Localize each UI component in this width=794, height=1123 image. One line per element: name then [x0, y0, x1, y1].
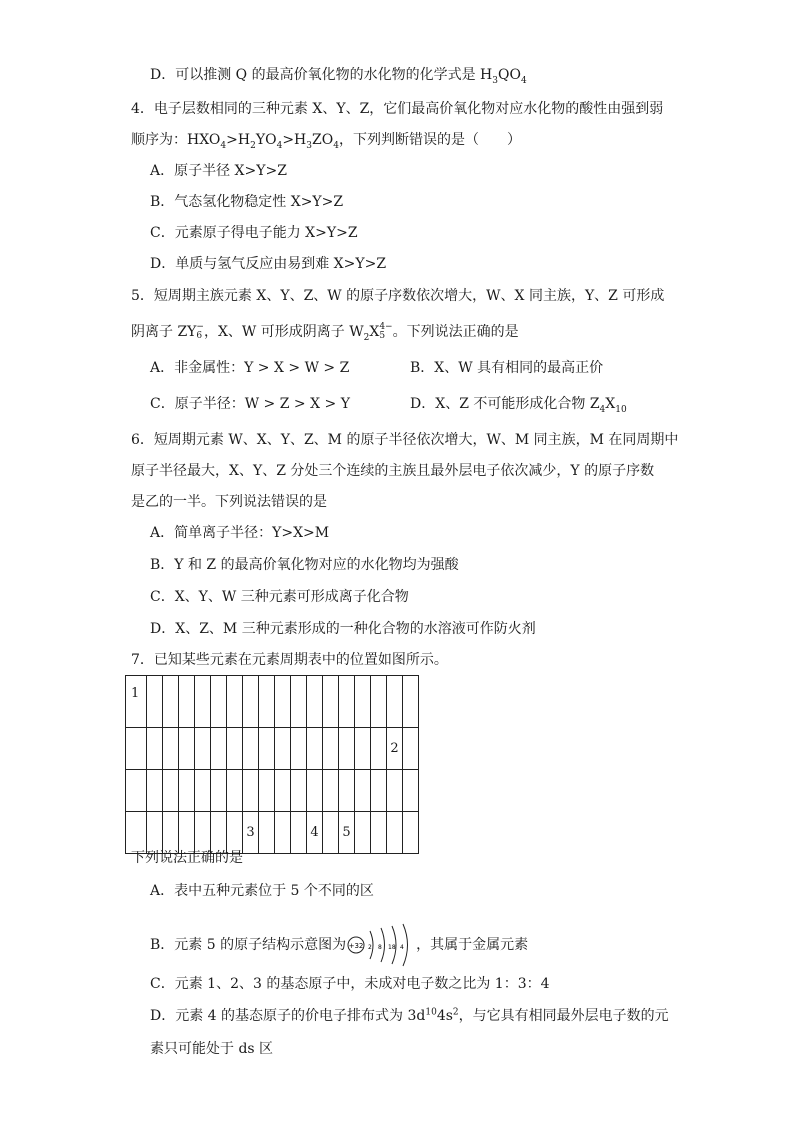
table-cell — [211, 676, 227, 728]
table-cell — [291, 812, 307, 854]
table-cell — [403, 770, 419, 812]
table-cell: 4 — [307, 812, 323, 854]
shell-count: 8 — [378, 944, 382, 951]
subscript: 3 — [306, 140, 312, 151]
table-cell — [275, 812, 291, 854]
q7-option-d-line1 — [150, 1007, 669, 1025]
table-row — [126, 676, 419, 728]
table-cell — [355, 676, 371, 728]
table-cell — [403, 812, 419, 854]
table-cell: 3 — [243, 812, 259, 854]
superscript: 2 — [452, 1007, 459, 1018]
table-cell — [227, 676, 243, 728]
q4-option-d: D．单质与氢气反应由易到难 X>Y>Z — [150, 256, 387, 272]
text: YO — [255, 132, 277, 148]
table-cell — [259, 770, 275, 812]
text: X — [605, 396, 616, 412]
formula-part: QO — [498, 67, 521, 83]
table-cell — [243, 770, 259, 812]
q6-stem-line2: 原子半径最大，X、Y、Z 分处三个连续的主族且最外层电子依次减少，Y 的原子序数 — [131, 463, 655, 479]
table-cell — [195, 676, 211, 728]
table-cell — [211, 812, 227, 854]
table-cell — [355, 728, 371, 770]
superscript: 10 — [425, 1007, 437, 1018]
table-cell — [291, 676, 307, 728]
text: ，下列判断错误的是（ ） — [338, 132, 521, 148]
table-cell — [355, 770, 371, 812]
q5-option-a: A．非金属性：Y > X > W > Z — [150, 360, 350, 376]
text: ，其属于金属元素 — [416, 937, 529, 953]
q5-stem-line2 — [131, 323, 519, 341]
table-cell — [259, 728, 275, 770]
text: X — [369, 324, 380, 340]
table-cell — [126, 812, 147, 854]
q6-stem-line1: 6．短周期元素 W、X、Y、Z、M 的原子半径依次增大，W、M 同主族，M 在同周期中 — [131, 432, 679, 448]
subscript: 4 — [333, 140, 339, 151]
table-cell — [259, 812, 275, 854]
table-cell — [323, 770, 339, 812]
q5-option-d — [410, 395, 627, 413]
table-cell — [227, 770, 243, 812]
q7-option-a: A．表中五种元素位于 5 个不同的区 — [150, 883, 374, 899]
q6-option-b: B．Y 和 Z 的最高价氧化物对应的水化物均为强酸 — [150, 557, 459, 573]
table-cell — [275, 770, 291, 812]
table-cell — [275, 676, 291, 728]
table-cell — [339, 770, 355, 812]
text: 顺序为：HXO — [131, 132, 221, 148]
subscript: 3 — [492, 75, 498, 86]
q7-option-b — [150, 922, 528, 968]
table-cell — [371, 676, 387, 728]
atom-structure-diagram — [346, 922, 416, 968]
table-cell — [323, 676, 339, 728]
table-cell — [163, 728, 179, 770]
table-cell — [179, 728, 195, 770]
q7-option-d-line2: 素只可能处于 ds 区 — [150, 1041, 274, 1057]
text: D．元素 4 的基态原子的价电子排布式为 3d — [150, 1008, 426, 1024]
table-cell — [147, 812, 163, 854]
table-cell — [275, 728, 291, 770]
text: 4s — [436, 1008, 453, 1024]
q5-option-c: C．原子半径：W > Z > X > Y — [150, 396, 350, 412]
subscript: 6 — [196, 331, 203, 341]
q6-option-c: C．X、Y、W 三种元素可形成离子化合物 — [150, 589, 409, 605]
q7-option-c: C．元素 1、2、3 的基态原子中，未成对电子数之比为 1：3：4 — [150, 976, 550, 992]
text: D．X、Z 不可能形成化合物 Z — [410, 396, 600, 412]
q7-stem-line1: 7．已知某些元素在元素周期表中的位置如图所示。 — [131, 652, 448, 668]
text: B．元素 5 的原子结构示意图为 — [150, 937, 347, 953]
table-cell — [243, 728, 259, 770]
table-cell: 5 — [339, 812, 355, 854]
q6-option-d: D．X、Z、M 三种元素形成的一种化合物的水溶液可作防火剂 — [150, 621, 536, 637]
table-row — [126, 812, 419, 854]
table-cell — [403, 728, 419, 770]
table-cell — [211, 728, 227, 770]
table-cell — [147, 676, 163, 728]
subscript: 4 — [599, 404, 606, 415]
table-cell — [387, 812, 403, 854]
shell-count: 4 — [400, 944, 404, 951]
text: ，X、W 可形成阴离子 W — [203, 324, 364, 340]
table-cell — [195, 728, 211, 770]
table-cell — [371, 770, 387, 812]
shell-count: 18 — [388, 944, 396, 951]
table-cell — [307, 728, 323, 770]
q4-stem-line1: 4．电子层数相同的三种元素 X、Y、Z，它们最高价氧化物对应水化物的酸性由强到弱 — [131, 101, 664, 117]
superscript: − — [196, 322, 204, 332]
table-cell — [126, 770, 147, 812]
table-cell — [243, 676, 259, 728]
table-cell — [323, 728, 339, 770]
text: 阴离子 ZY — [131, 324, 197, 340]
table-cell — [179, 676, 195, 728]
table-cell — [339, 676, 355, 728]
table-cell — [307, 770, 323, 812]
table-cell — [323, 812, 339, 854]
table-cell — [179, 812, 195, 854]
table-cell — [147, 770, 163, 812]
table-cell — [387, 770, 403, 812]
table-cell — [403, 676, 419, 728]
subscript: 4 — [520, 75, 527, 86]
subscript: 2 — [363, 332, 370, 343]
subscript: 4 — [220, 140, 227, 151]
table-cell — [163, 812, 179, 854]
q5-stem-line1: 5．短周期主族元素 X、Y、Z、W 的原子序数依次增大，W、X 同主族，Y、Z 可形成 — [131, 288, 665, 304]
table-cell — [371, 812, 387, 854]
table-cell — [163, 676, 179, 728]
table-cell — [195, 812, 211, 854]
subscript: 4 — [276, 140, 283, 151]
shell-count: 2 — [368, 944, 372, 951]
q4-option-b: B．气态氢化物稳定性 X>Y>Z — [150, 194, 344, 210]
table-cell — [163, 770, 179, 812]
table-cell — [227, 728, 243, 770]
ion-script — [379, 323, 392, 341]
table-cell — [307, 676, 323, 728]
text: ZO — [312, 132, 334, 148]
table-cell — [126, 728, 147, 770]
table-cell — [387, 676, 403, 728]
periodic-table-grid — [125, 675, 419, 854]
table-cell: 2 — [387, 728, 403, 770]
table-cell — [211, 770, 227, 812]
table-cell — [227, 812, 243, 854]
q5-option-b: B．X、W 具有相同的最高正价 — [410, 360, 604, 376]
q6-option-a: A．简单离子半径：Y>X>M — [150, 525, 330, 541]
text: >H — [226, 132, 251, 148]
subscript: 2 — [250, 140, 256, 151]
table-cell: 1 — [126, 676, 147, 728]
table-cell — [339, 728, 355, 770]
table-cell — [147, 728, 163, 770]
table-row — [126, 728, 419, 770]
q4-option-c: C．元素原子得电子能力 X>Y>Z — [150, 225, 358, 241]
q3-option-d — [150, 66, 527, 84]
table-cell — [259, 676, 275, 728]
nucleus-label: +32 — [348, 942, 364, 950]
superscript: 4− — [379, 322, 393, 332]
table-cell — [355, 812, 371, 854]
ion-script — [196, 323, 204, 341]
q4-option-a: A．原子半径 X>Y>Z — [150, 163, 287, 179]
text: 。下列说法正确的是 — [392, 324, 519, 340]
table-cell — [195, 770, 211, 812]
q3-option-d-text: D．可以推测 Q 的最高价氧化物的水化物的化学式是 H — [150, 67, 493, 83]
table-cell — [179, 770, 195, 812]
q4-stem-line2 — [131, 131, 521, 149]
table-cell — [371, 728, 387, 770]
table-cell — [291, 728, 307, 770]
text: >H — [282, 132, 307, 148]
q7-stem-after: 下列说法正确的是 — [131, 850, 243, 866]
table-row — [126, 770, 419, 812]
subscript: 5 — [379, 331, 386, 341]
text: ，与它具有相同最外层电子数的元 — [458, 1008, 669, 1024]
table-cell — [291, 770, 307, 812]
q6-stem-line3: 是乙的一半。下列说法错误的是 — [131, 494, 327, 510]
subscript: 10 — [615, 404, 627, 415]
